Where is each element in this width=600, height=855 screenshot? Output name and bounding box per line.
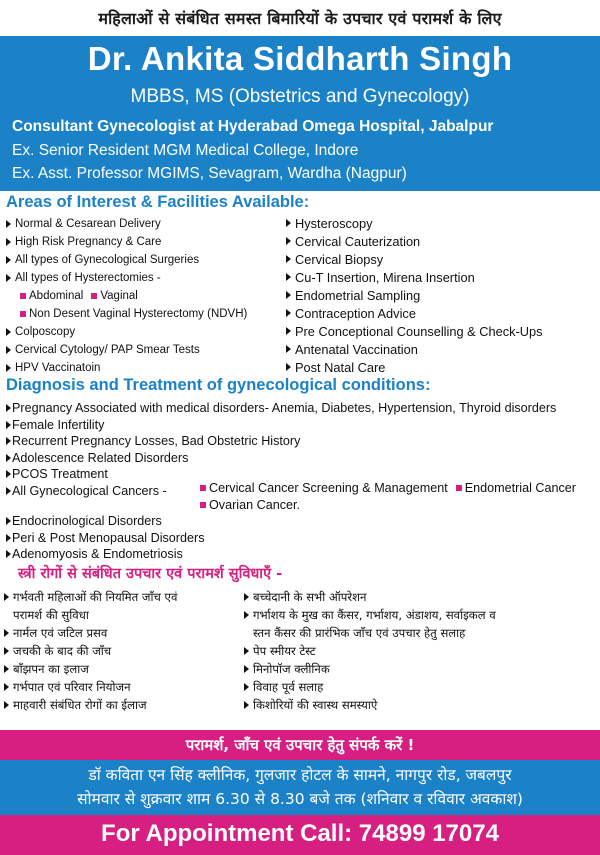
triangle-bullet-icon <box>286 255 291 263</box>
list-item: All types of Gynecological Surgeries <box>6 251 247 269</box>
pink-square-icon <box>456 485 462 491</box>
triangle-bullet-icon <box>244 593 249 601</box>
triangle-bullet-icon <box>244 683 249 691</box>
list-item: Cervical Biopsy <box>286 250 543 268</box>
list-item: Post Natal Care <box>286 358 543 376</box>
triangle-bullet-icon <box>286 273 291 281</box>
triangle-bullet-icon <box>286 327 291 335</box>
areas-right-list <box>286 214 543 376</box>
pink-square-icon <box>20 293 26 299</box>
triangle-bullet-icon <box>6 437 11 445</box>
list-item: All Gynecological Cancers - <box>6 483 556 500</box>
appointment-phone[interactable]: For Appointment Call: 74899 17074 <box>101 820 499 847</box>
areas-left-list <box>6 215 247 377</box>
clinic-address: डॉ कविता एन सिंह क्लीनिक, गुलजार होटल के सामने, नागपुर रोड, जबलपुर <box>88 766 512 784</box>
hindi-left-list <box>4 588 177 714</box>
list-item: माहवारी संबंधित रोगों का ईलाज <box>4 696 177 714</box>
list-item: बाँझपन का इलाज <box>4 660 177 678</box>
past-position-1: Ex. Senior Resident MGM Medical College, Indore <box>12 142 359 159</box>
list-item: Pre Conceptional Counselling & Check-Ups <box>286 322 543 340</box>
list-item: गर्भपात एवं परिवार नियोजन <box>4 678 177 696</box>
areas-title: Areas of Interest & Facilities Available: <box>6 193 310 211</box>
list-item: Endocrinological Disorders <box>6 513 205 530</box>
triangle-bullet-icon <box>4 629 9 637</box>
top-banner: महिलाओं से संबंधित समस्त बिमारियों के उपचार एवं परामर्श के लिए <box>0 0 600 36</box>
list-item: Hysteroscopy <box>286 214 543 232</box>
triangle-bullet-icon <box>244 647 249 655</box>
list-item: Recurrent Pregnancy Losses, Bad Obstetric History <box>6 433 556 450</box>
doctor-name: Dr. Ankita Siddharth Singh <box>87 40 513 77</box>
list-item: PCOS Treatment <box>6 466 556 483</box>
list-item: Colposcopy <box>6 323 247 341</box>
cancer-sub-list <box>200 480 576 513</box>
triangle-bullet-icon <box>4 593 9 601</box>
list-item: Adenomyosis & Endometriosis <box>6 546 205 563</box>
diagnosis-title: Diagnosis and Treatment of gynecological conditions: <box>6 376 431 394</box>
contact-bar <box>0 730 600 760</box>
triangle-bullet-icon <box>6 454 11 462</box>
list-item: Pregnancy Associated with medical disorders- Anemia, Diabetes, Hypertension, Thyroid disorders <box>6 400 556 417</box>
pink-square-icon <box>91 293 97 299</box>
triangle-bullet-icon <box>6 328 11 336</box>
header-block <box>0 36 600 191</box>
triangle-bullet-icon <box>244 665 249 673</box>
triangle-bullet-icon <box>4 665 9 673</box>
list-item: HPV Vaccinatoin <box>6 359 247 377</box>
list-item: नार्मल एवं जटिल प्रसव <box>4 624 177 642</box>
triangle-bullet-icon <box>6 274 11 282</box>
triangle-bullet-icon <box>286 219 291 227</box>
past-position-2: Ex. Asst. Professor MGIMS, Sevagram, Wardha (Nagpur) <box>12 165 407 182</box>
list-item: Normal & Cesarean Delivery <box>6 215 247 233</box>
triangle-bullet-icon <box>6 487 11 495</box>
triangle-bullet-icon <box>6 364 11 372</box>
pink-square-icon <box>200 485 206 491</box>
triangle-bullet-icon <box>286 291 291 299</box>
list-item: Adolescence Related Disorders <box>6 450 556 467</box>
list-item: किशोरियों की स्वास्थ समस्याऐ <box>244 696 496 714</box>
triangle-bullet-icon <box>6 346 11 354</box>
contact-bar-text: परामर्श, जाँच एवं उपचार हेतु संपर्क करें ! <box>185 736 415 754</box>
list-item: Peri & Post Menopausal Disorders <box>6 530 205 547</box>
triangle-bullet-icon <box>6 534 11 542</box>
triangle-bullet-icon <box>286 309 291 317</box>
triangle-bullet-icon <box>4 683 9 691</box>
list-item-sub: Abdominal Vaginal <box>6 287 247 305</box>
triangle-bullet-icon <box>6 550 11 558</box>
list-item: जचकी के बाद की जाँच <box>4 642 177 660</box>
appointment-bar <box>0 815 600 855</box>
triangle-bullet-icon <box>244 701 249 709</box>
pink-square-icon <box>200 502 206 508</box>
list-item: Antenatal Vaccination <box>286 340 543 358</box>
hindi-right-list <box>244 588 496 714</box>
triangle-bullet-icon <box>286 345 291 353</box>
triangle-bullet-icon <box>4 701 9 709</box>
triangle-bullet-icon <box>286 363 291 371</box>
list-item: विवाह पूर्व सलाह <box>244 678 496 696</box>
triangle-bullet-icon <box>286 237 291 245</box>
list-item: High Risk Pregnancy & Care <box>6 233 247 251</box>
list-item: गर्भाशय के मुख का कैंसर, गर्भाशय, अंडाशय, सर्वाइकल व स्तन कैंसर की प्रारंभिक जाँच एवं उपचार हेतु सलाह <box>244 606 496 642</box>
diagnosis-list-2 <box>6 513 205 563</box>
triangle-bullet-icon <box>6 256 11 264</box>
triangle-bullet-icon <box>6 421 11 429</box>
triangle-bullet-icon <box>6 404 11 412</box>
list-item-sub: Non Desent Vaginal Hysterectomy (NDVH) <box>6 305 247 323</box>
list-item: Contraception Advice <box>286 304 543 322</box>
doctor-degrees: MBBS, MS (Obstetrics and Gynecology) <box>130 86 470 107</box>
list-item: All types of Hysterectomies - <box>6 269 247 287</box>
triangle-bullet-icon <box>4 647 9 655</box>
current-position: Consultant Gynecologist at Hyderabad Omega Hospital, Jabalpur <box>12 118 494 135</box>
list-item: बच्चेदानी के सभी ऑपरेशन <box>244 588 496 606</box>
address-block <box>0 760 600 815</box>
triangle-bullet-icon <box>6 517 11 525</box>
list-item: Female Infertility <box>6 417 556 434</box>
list-item: गर्भवती महिलाओं की नियमित जाँच एवं परामर्श की सुविधा <box>4 588 177 624</box>
pink-square-icon <box>20 311 26 317</box>
clinic-timings: सोमवार से शुक्रवार शाम 6.30 से 8.30 बजे तक (शनिवार व रविवार अवकाश) <box>77 790 523 808</box>
list-item: मिनोपॉज क्लीनिक <box>244 660 496 678</box>
triangle-bullet-icon <box>244 611 249 619</box>
list-item: Cervical Cytology/ PAP Smear Tests <box>6 341 247 359</box>
list-item-sub: Cervical Cancer Screening & Management Endometrial Cancer <box>200 480 576 497</box>
list-item: Endometrial Sampling <box>286 286 543 304</box>
triangle-bullet-icon <box>6 220 11 228</box>
triangle-bullet-icon <box>6 238 11 246</box>
hindi-section-title: स्त्री रोगों से संबंधित उपचार एवं परामर्श सुविधाएँ - <box>18 566 283 582</box>
list-item: Cervical Cauterization <box>286 232 543 250</box>
list-item: Cu-T Insertion, Mirena Insertion <box>286 268 543 286</box>
list-item-sub: Ovarian Cancer. <box>200 497 576 514</box>
triangle-bullet-icon <box>6 470 11 478</box>
list-item: पेप स्मीयर टेस्ट <box>244 642 496 660</box>
